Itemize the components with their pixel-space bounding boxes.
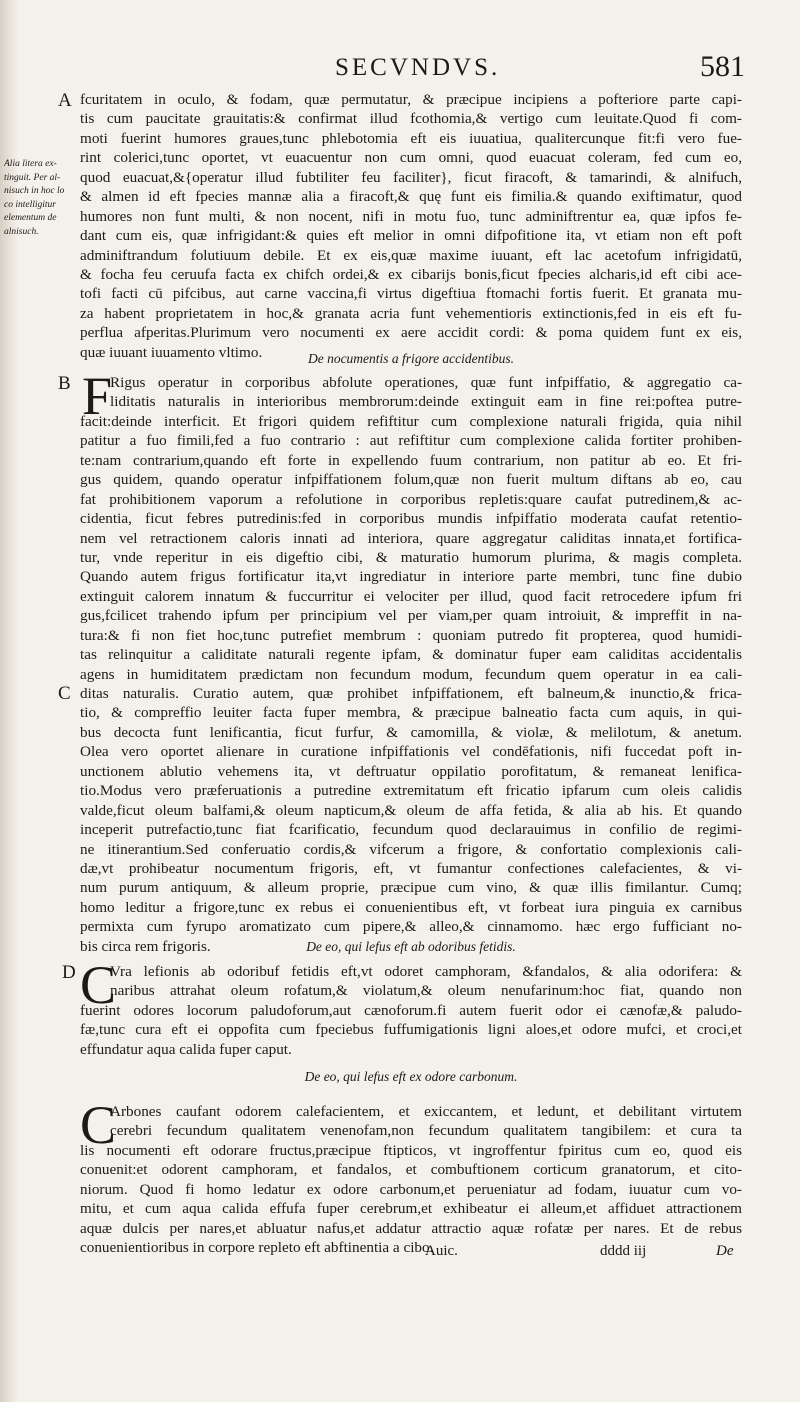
text-line: num purum antiquum, & alleum proprie, præcipue cum vino, & quæ illis fimilantur. Cumq; <box>80 879 742 897</box>
section-e-text <box>80 1095 742 1258</box>
text-line: fuerint odores locorum paludoforum,aut cænoforum.fi autem fuerit odor ei cænofæ,& paludo- <box>80 1001 742 1019</box>
text-line: facit:deinde interficit. Et frigori quidem refiftitur cum complexione naturali frigida, quia nihil <box>80 412 742 430</box>
text-line: gus,fcilicet trahendo ipfum per principium vel per viam,per quam introiuit, & impreffit in na- <box>80 607 742 625</box>
text-line: Arbones caufant odorem calefacientem, et exiccantem, et ledunt, et debilitant virtutem <box>110 1103 742 1120</box>
text-line: naribus attrahat oleum rofatum,& violatum,& oleum nenufarinum:hoc fiat, quando non <box>110 982 742 1000</box>
text-line: liditatis naturalis in interioribus membrorum:deinde extinguit eam in fine rei:poftea putre- <box>110 393 742 411</box>
text-line: dant cum eis, quæ infrigidant:& quies eft melior in omni difpofitione ita, vt etiam non eft poft <box>80 227 742 245</box>
section-heading-b: De nocumentis a frigore accidentibus. <box>307 351 515 366</box>
section-letter-c: C <box>58 683 71 704</box>
signature-mark: dddd iij <box>600 1243 647 1259</box>
text-line: aquæ dulcis per nares,et abluatur nafus,et addatur attractio aquæ rofatæ per nares. Et de rebus <box>80 1219 742 1237</box>
text-line: mitu, et cum aqua calida effufa fuper cerebrum,et exhibeatur ei alleum,et affiduet attractionem <box>80 1200 742 1218</box>
text-line: valde,ficut oleum balfami,& oleum napticum,& oleum de affa fetida, & alia ab his. Et quando <box>80 801 742 819</box>
text-line: Quando autem frigus fortificatur ita,vt ingrediatur in interiore parte membri, tunc fine dubio <box>80 568 742 586</box>
text-line: lis nocumenti eft odorare fructus,præcipue ftipticos, vt ingroffentur fpiritus cum eo, quod eis <box>80 1141 742 1159</box>
text-line: unctionem ablutio vehemens ita, vt deftruatur oppilatio porofitatum, & remaneat lenifica- <box>80 762 742 780</box>
section-heading-e: De eo, qui lefus eft ex odore carbonum. <box>304 1069 518 1084</box>
text-line: za habent proprietatem in hoc,& granata acria funt vehementioris extinctionis,fed in eis eft fu- <box>80 304 742 322</box>
text-line: permixta cum fyrupo aromatizato cum pipere,& alleo,& cinnamomo. hæc ergo fufficiant no- <box>80 918 742 936</box>
marginal-note-line: co intelligitur <box>4 199 56 210</box>
text-line: bus decocta funt lenificantia, ficut furfur, & camomilla, & violæ, & melilotum, & anetum. <box>80 723 742 741</box>
marginal-note-line: tinguit. Per al- <box>4 172 61 183</box>
text-line: tofi facti cū pifcibus, aut carne vaccina,fi virtus digeftiua ftomachi fortis fuerit. Et granata mu- <box>80 285 742 303</box>
text-line: niorum. Quod fi homo ledatur ex odore carbonum,et perueniatur ad fodam, iuuatur cum vo- <box>80 1180 742 1198</box>
section-letter-b: B <box>58 373 71 394</box>
text-line: ne itinerantium.Sed conferuatio cordis,& vifcerum a frigore, & confortatio complexionis cali- <box>80 840 742 858</box>
text-line: homo leditur a frigore,tunc ex rebus ei conuenientibus eft, vt forbeat iura pinguia ex carnibus <box>80 898 742 916</box>
text-line: fæ,tunc cura eft ei oppofita cum fpeciebus fuffumigationis ligni aloes,et odore mufci, et croci,et <box>80 1021 742 1039</box>
text-line: extinguit calorem innatum & fuccurritur ei velociter per illud, quod facit retrocedere ipfum fri <box>80 587 742 605</box>
text-line: Vra lefionis ab odoribuf fetidis eft,vt odoret camphoram, &fandalos, & alia odorifera: & <box>110 963 742 980</box>
text-line: adminiftrandum folutiuum debile. Et ex eis,quæ maxime iuuant, eft lac acetofum infrigidatū, <box>80 246 742 264</box>
marginal-note-line: nisuch in hoc lo <box>4 186 64 196</box>
section-letter-d: D <box>62 962 76 983</box>
section-letter-a: A <box>58 90 72 111</box>
text-line: conuenit:et odorent camphoram, et fandalos, et combuftionem corticum granatorum, et cito- <box>80 1161 742 1179</box>
section-a-text <box>80 90 742 362</box>
page-number: 581 <box>700 50 745 83</box>
text-line: Rigus operatur in corporibus abfolute operationes, quæ funt infpiffatio, & aggregatio ca- <box>110 374 742 391</box>
text-line-last: quæ iuuant iuuamento vltimo. <box>80 343 263 361</box>
text-line: te:nam contrarium,quando eft forte in expellendo fuum contrarium, non patitur ab eo. Et fri- <box>80 451 742 469</box>
section-d-text <box>80 955 742 1059</box>
drop-cap-f: F <box>82 366 113 426</box>
drop-cap-c: C <box>80 955 117 1015</box>
text-line-last: bis circa rem frigoris. <box>80 937 211 955</box>
catchword-right: De <box>716 1243 734 1259</box>
text-line: perflua afperitas.Plurimum vero nocumenti ex aere accidit cordi: & poma quidem funt ex eis, <box>80 324 742 342</box>
catchword-left: Auic. <box>425 1243 458 1259</box>
text-line: tura:& fi non fiet hoc,tunc putrefiet membrum : quoniam putredo fit propterea, quod humidi- <box>80 626 742 644</box>
section-heading-d: De eo, qui lefus eft ab odoribus fetidis. <box>306 939 516 954</box>
text-line: & focha feu ceruufa facta ex chifch ordei,& ex cibarijs bonis,ficut fpecies alcharis,id eft cibi ace- <box>80 265 742 283</box>
text-line: patitur a fuo fimili,fed a fuo contrario : aut refiftitur cum complexione calida fortiter prohiben- <box>80 432 742 450</box>
text-line-last: effundatur aqua calida fuper caput. <box>80 1040 292 1058</box>
text-line: Olea vero oportet alienare in curatione infpiffationis vel condēfationis, nifi fuccedat poft in- <box>80 743 742 761</box>
text-line: tas relinquitur a caliditate naturali regente ipfam, & dominatur fuper eam caliditas accidentalis <box>80 646 742 664</box>
marginal-note-line: alnisuch. <box>4 226 39 237</box>
text-line: cidentia, ficut febres putredinis:fed in corporibus mundis infpiffatio moderata caufat retentio- <box>80 510 742 528</box>
text-line: fcuritatem in oculo, & fodam, quæ permutatur, & præcipue incipiens a pofteriore parte capi- <box>80 91 742 108</box>
page-header <box>0 50 800 90</box>
text-line: tis cum paucitate grauitatis:& confirmat illud fcothomia,& vertigo cum leuitate.Quod fi com- <box>80 110 742 128</box>
text-line: cerebri fecundum qualitatem venenofam,non fecundum qualitatem tangibilem: et cura ta <box>110 1122 742 1140</box>
text-line: ditas naturalis. Curatio autem, quæ prohibet infpiffationem, eft balneum,& inunctio,& frica- <box>80 685 742 702</box>
running-head: SECVNDVS. <box>335 54 501 81</box>
drop-cap-c: C <box>80 1095 117 1155</box>
text-line-last: conuenientioribus in corpore repleto eft abftinentia a cibo. <box>80 1239 434 1257</box>
text-line: rint colerici,tunc oportet, vt euacuentur non cum omni, quod euacuat coleram, fed cum eo, <box>80 149 742 167</box>
marginal-note <box>4 158 64 239</box>
text-line: agens in humiditatem prædictam non fecundum modum, fecundum quem operatur in ea cali- <box>80 665 742 683</box>
text-line: dæ,vt prohibeatur nocumentum frigoris, eft, vt fumantur confectiones calefacientes, & vi- <box>80 859 742 877</box>
marginal-note-line: Alia litera ex- <box>4 159 57 169</box>
text-line: gus quidem, quando operatur infpiffationem folum,quæ non fuerit multum diftans ab eo, cau <box>80 471 742 489</box>
text-line: quod euacuat,&{operatur illud fubtiliter feu faciliter}, ficut firacoft, & tamarindi, & alnifuch, <box>80 168 742 186</box>
text-line: tio.Modus vero præferuationis a putredine extremitatum eft fricatio ipfarum cum oleis calidis <box>80 782 742 800</box>
text-line: tur, vnde reperitur in eis digeftio cibi, & maturatio humorum plurima, & magis completa. <box>80 548 742 566</box>
text-line: fat prohibitionem vaporum a refolutione in corporibus repletis:quare caufat putredinem,& ac- <box>80 490 742 508</box>
text-line: humores non funt multi, & non nocent, nifi in motu fuo, tunc adminiftrentur ea, quæ ipfos fe- <box>80 207 742 225</box>
page-footer <box>80 1243 742 1265</box>
text-line: tio, & compreffio leuiter facta fuper membra, & præcipue balneatio facta cum aquis, in qui- <box>80 704 742 722</box>
text-line: nem vel retractionem caloris innati ad interiora, quare aggregatur caliditas innata,et fortifica- <box>80 529 742 547</box>
section-b-text <box>80 366 742 956</box>
marginal-note-line: elementum de <box>4 213 57 223</box>
text-line: & almen id eft fpecies mannæ alia a firacoft,& quę funt eis fimilia.& quando exiftimatur, quod <box>80 188 742 206</box>
text-line: inceperit putrefactio,tunc fiat fcarificatio, fecundum quod declarauimus in confilio de regimi- <box>80 821 742 839</box>
text-line: moti fuerint humores graues,tunc phlebotomia eft eis iuuatiua, qualitercunque fit:fi vero fue- <box>80 129 742 147</box>
